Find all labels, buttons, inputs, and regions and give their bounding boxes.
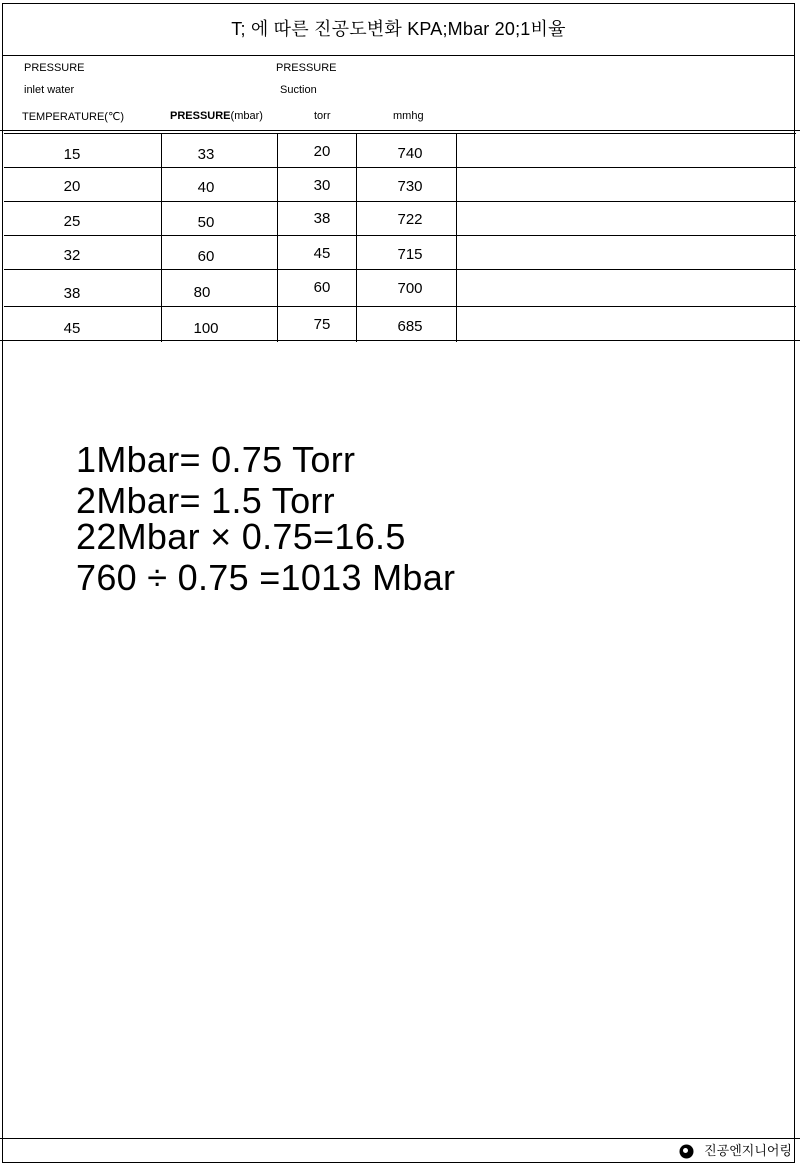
- cell-torr: 45: [313, 245, 331, 262]
- footer: [679, 1140, 792, 1162]
- cell-torr: 60: [313, 279, 331, 296]
- row-line: [4, 269, 796, 270]
- cell-temp: 15: [63, 146, 81, 163]
- cell-torr: 20: [313, 143, 331, 160]
- row-line: [4, 235, 796, 236]
- cell-mbar: 40: [197, 179, 215, 196]
- company-name: 진공엔지니어링: [704, 1143, 792, 1158]
- cell-torr: 75: [313, 316, 331, 333]
- cell-temp: 25: [63, 213, 81, 230]
- row-line: [4, 201, 796, 202]
- header-pressure-mbar-unit: (mbar): [230, 110, 263, 122]
- cell-temp: 20: [63, 178, 81, 195]
- header-mmhg: mmhg: [393, 110, 424, 122]
- cell-mmhg: 715: [397, 246, 423, 263]
- cell-mbar: 33: [197, 146, 215, 163]
- column-divider: [456, 133, 457, 342]
- header-temperature: TEMPERATURE(℃): [22, 111, 124, 123]
- cell-temp: 45: [63, 320, 81, 337]
- header-pressure-left: PRESSURE: [24, 62, 85, 74]
- cell-mbar: 60: [197, 248, 215, 265]
- header-pressure-mbar: [170, 110, 263, 122]
- formula-line: 22Mbar × 0.75=16.5: [76, 516, 406, 557]
- cell-temp: 32: [63, 247, 81, 264]
- header-suction: Suction: [280, 84, 317, 96]
- formula-line: 760 ÷ 0.75 =1013 Mbar: [76, 557, 456, 598]
- header-torr: torr: [314, 110, 331, 122]
- row-line: [4, 306, 796, 307]
- cell-mmhg: 730: [397, 178, 423, 195]
- cell-torr: 38: [313, 210, 331, 227]
- column-divider: [277, 133, 278, 342]
- header-pressure-right: PRESSURE: [276, 62, 337, 74]
- header-pressure-mbar-label: PRESSURE: [170, 110, 231, 122]
- footer-divider: [0, 1138, 800, 1139]
- row-line: [4, 167, 796, 168]
- cell-mmhg: 722: [397, 211, 423, 228]
- table-header-line: [4, 133, 796, 134]
- cell-mmhg: 740: [397, 145, 423, 162]
- company-logo-icon: [679, 1144, 694, 1159]
- page-title: T; 에 따른 진공도변화 KPA;Mbar 20;1비율: [3, 4, 794, 56]
- cell-mmhg: 685: [397, 318, 423, 335]
- cell-temp: 38: [63, 285, 81, 302]
- column-divider: [356, 133, 357, 342]
- cell-mbar: 80: [193, 284, 211, 301]
- table-top-border: [0, 130, 800, 131]
- table-bottom-border: [0, 340, 800, 341]
- column-divider: [161, 133, 162, 342]
- cell-mbar: 100: [193, 320, 219, 337]
- header-inlet-water: inlet water: [24, 84, 75, 96]
- cell-torr: 30: [313, 177, 331, 194]
- formula-line: 1Mbar= 0.75 Torr: [76, 439, 356, 480]
- cell-mmhg: 700: [397, 280, 423, 297]
- cell-mbar: 50: [197, 214, 215, 231]
- formula-line: 2Mbar= 1.5 Torr: [76, 480, 335, 521]
